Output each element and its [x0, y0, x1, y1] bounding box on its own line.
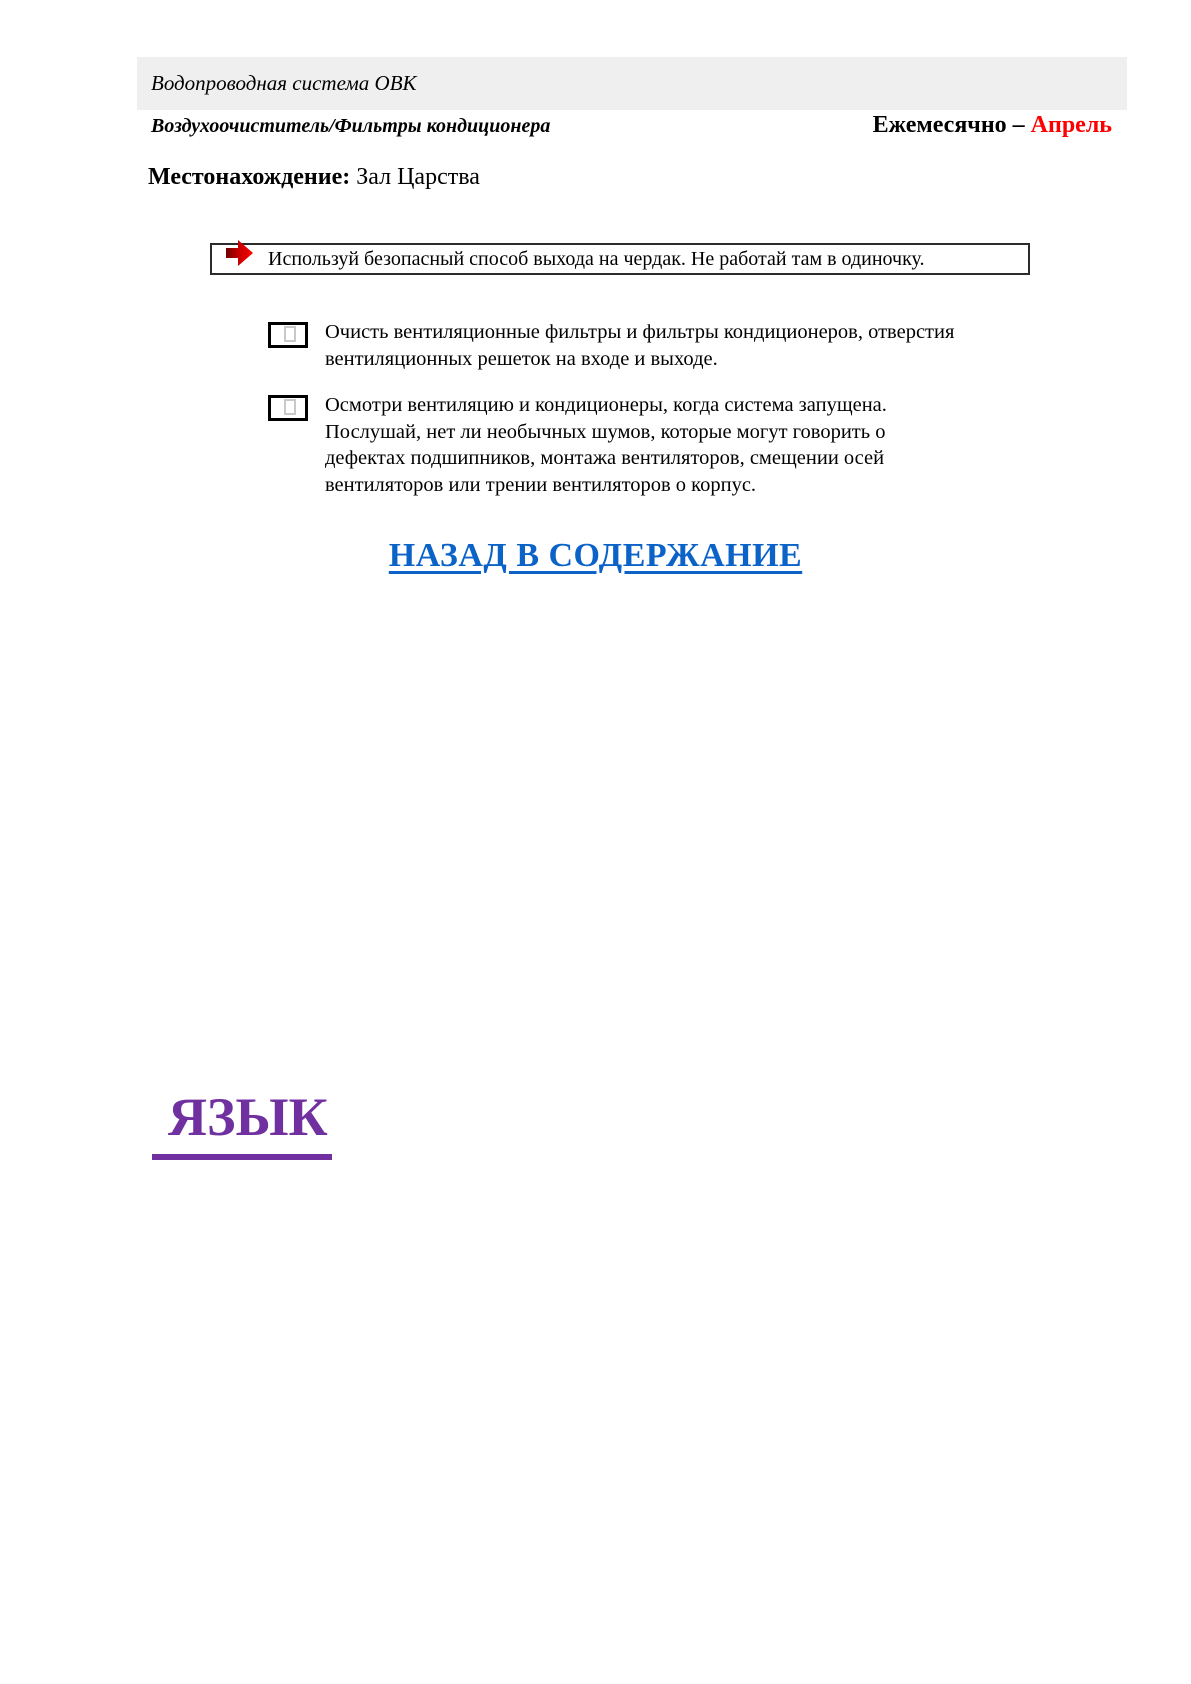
schedule-month: Апрель: [1030, 112, 1112, 138]
header-row: [137, 112, 1112, 139]
checklist-line: вентиляторов или трении вентиляторов о корпус.: [325, 473, 757, 496]
checklist-line: Послушай, нет ли необычных шумов, которые могут говорить о: [325, 420, 886, 443]
checklist-item-text: [325, 319, 954, 372]
schedule-text: [873, 112, 1112, 139]
checklist-line: Осмотри вентиляцию и кондиционеры, когда система запущена.: [325, 394, 887, 416]
checkbox[interactable]: [268, 395, 308, 421]
back-to-contents-link[interactable]: НАЗАД В СОДЕРЖАНИЕ: [388, 537, 803, 574]
banner-title: Водопроводная система ОВК: [151, 71, 417, 95]
location-value: Зал Царства: [350, 164, 480, 190]
checkbox-glyph: [284, 326, 296, 342]
toc-link-row: [0, 537, 1191, 575]
checklist-item: [268, 319, 954, 372]
checkbox[interactable]: [268, 322, 308, 348]
checklist-item-text: [325, 392, 887, 498]
checklist-line: вентиляционных решеток на входе и выходе.: [325, 347, 718, 370]
language-link[interactable]: ЯЗЫК: [152, 1086, 332, 1160]
checklist-item: [268, 392, 887, 498]
section-title: Воздухоочиститель/Фильтры кондиционера: [151, 115, 551, 137]
location-line: [148, 164, 480, 191]
warning-box: [210, 243, 1030, 275]
red-arrow-right-icon: [223, 235, 256, 271]
location-label: Местонахождение:: [148, 164, 351, 190]
checkbox-glyph: [284, 399, 296, 415]
checklist-line: дефектах подшипников, монтажа вентиляторов, смещении осей: [325, 447, 885, 469]
schedule-label: Ежемесячно –: [872, 112, 1031, 138]
checklist-line: Очисть вентиляционные фильтры и фильтры кондиционеров, отверстия: [325, 321, 955, 343]
header-banner: [137, 57, 1127, 110]
warning-text: Используй безопасный способ выхода на чердак. Не работай там в одиночку.: [268, 247, 925, 270]
